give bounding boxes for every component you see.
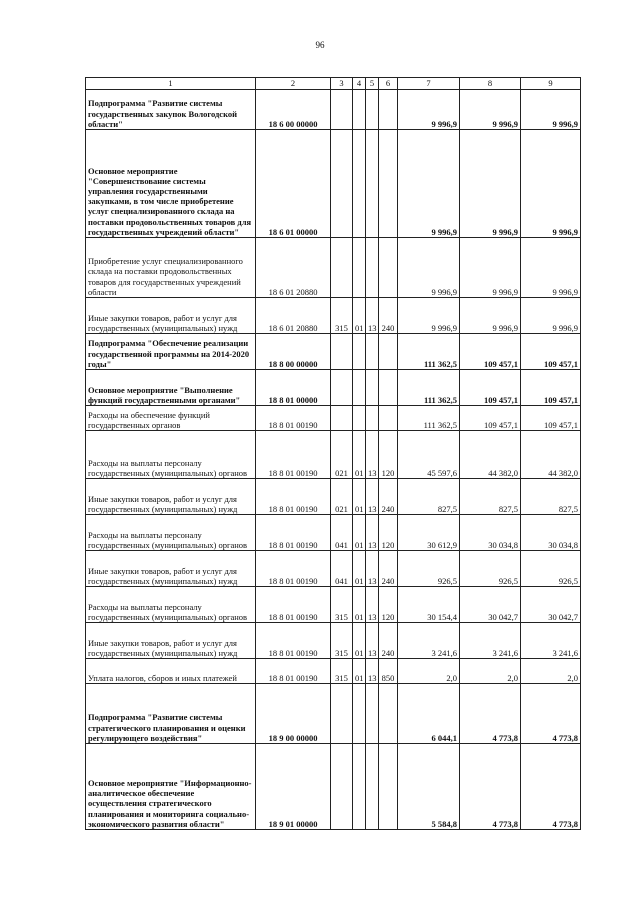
column-header-5: 5	[366, 78, 379, 90]
row-value-9: 109 457,1	[521, 370, 581, 406]
row-value-9: 9 996,9	[521, 130, 581, 238]
column-header-4: 4	[353, 78, 366, 90]
row-value-9: 4 773,8	[521, 744, 581, 830]
row-code: 18 8 01 00190	[256, 515, 331, 551]
row-value-7: 30 612,9	[398, 515, 460, 551]
row-value-9: 3 241,6	[521, 623, 581, 659]
row-value-8: 109 457,1	[460, 406, 521, 431]
budget-table	[85, 77, 581, 830]
row-col-3: 315	[331, 623, 353, 659]
page-number: 96	[315, 40, 325, 50]
row-col-4	[353, 684, 366, 744]
row-col-6	[379, 334, 398, 370]
row-col-4: 01	[353, 587, 366, 623]
row-value-9: 109 457,1	[521, 334, 581, 370]
row-col-3: 021	[331, 431, 353, 479]
row-value-8: 109 457,1	[460, 334, 521, 370]
row-value-9: 926,5	[521, 551, 581, 587]
row-col-5	[366, 130, 379, 238]
row-value-7: 827,5	[398, 479, 460, 515]
row-col-4	[353, 334, 366, 370]
row-col-5	[366, 370, 379, 406]
row-col-3	[331, 334, 353, 370]
column-header-2: 2	[256, 78, 331, 90]
row-col-6: 120	[379, 431, 398, 479]
row-col-5: 13	[366, 551, 379, 587]
row-col-3: 041	[331, 515, 353, 551]
row-name: Иные закупки товаров, работ и услуг для государственных (муниципальных) нужд	[86, 551, 256, 587]
row-col-6	[379, 684, 398, 744]
table-row	[86, 515, 581, 551]
row-value-8: 9 996,9	[460, 130, 521, 238]
table-row	[86, 238, 581, 298]
row-col-4: 01	[353, 431, 366, 479]
column-header-3: 3	[331, 78, 353, 90]
row-code: 18 8 01 00190	[256, 406, 331, 431]
row-value-9: 827,5	[521, 479, 581, 515]
row-col-5	[366, 406, 379, 431]
row-name: Основное мероприятие "Совершенствование системы управления государственными закупками, в том числе приобретение услуг специализированного склада на поставки продовольственных товаров для государственных учреждений области"	[86, 130, 256, 238]
row-code: 18 6 01 20880	[256, 238, 331, 298]
table-row	[86, 659, 581, 684]
row-col-6	[379, 370, 398, 406]
row-col-5: 13	[366, 298, 379, 334]
row-value-9: 30 042,7	[521, 587, 581, 623]
row-name: Приобретение услуг специализированного склада на поставки продовольственных товаров для государственных учреждений области	[86, 238, 256, 298]
row-value-8: 109 457,1	[460, 370, 521, 406]
row-col-5: 13	[366, 587, 379, 623]
row-col-3	[331, 130, 353, 238]
row-col-3	[331, 744, 353, 830]
row-col-6	[379, 406, 398, 431]
row-col-6	[379, 238, 398, 298]
table-body	[86, 90, 581, 830]
row-value-8: 4 773,8	[460, 684, 521, 744]
row-name: Иные закупки товаров, работ и услуг для государственных (муниципальных) нужд	[86, 623, 256, 659]
row-value-9: 30 034,8	[521, 515, 581, 551]
row-code: 18 8 00 00000	[256, 334, 331, 370]
row-code: 18 6 01 20880	[256, 298, 331, 334]
row-name: Подпрограмма "Развитие системы стратегического планирования и оценки регулирующего воздействия"	[86, 684, 256, 744]
row-value-9: 9 996,9	[521, 238, 581, 298]
row-code: 18 8 01 00190	[256, 659, 331, 684]
row-col-4: 01	[353, 298, 366, 334]
row-value-7: 9 996,9	[398, 298, 460, 334]
column-header-9: 9	[521, 78, 581, 90]
row-col-4	[353, 744, 366, 830]
row-col-5	[366, 238, 379, 298]
column-header-1: 1	[86, 78, 256, 90]
table-row	[86, 587, 581, 623]
row-value-7: 6 044,1	[398, 684, 460, 744]
row-value-7: 111 362,5	[398, 406, 460, 431]
table-row	[86, 370, 581, 406]
row-col-3	[331, 370, 353, 406]
row-col-4	[353, 238, 366, 298]
row-col-4: 01	[353, 623, 366, 659]
row-code: 18 8 01 00190	[256, 587, 331, 623]
row-col-3: 041	[331, 551, 353, 587]
row-value-8: 44 382,0	[460, 431, 521, 479]
column-header-8: 8	[460, 78, 521, 90]
row-col-6	[379, 744, 398, 830]
column-header-7: 7	[398, 78, 460, 90]
row-code: 18 9 00 00000	[256, 684, 331, 744]
row-value-7: 111 362,5	[398, 334, 460, 370]
row-value-9: 9 996,9	[521, 298, 581, 334]
row-col-5: 13	[366, 515, 379, 551]
row-name: Иные закупки товаров, работ и услуг для государственных (муниципальных) нужд	[86, 298, 256, 334]
row-col-4	[353, 370, 366, 406]
row-col-5: 13	[366, 431, 379, 479]
row-value-9: 2,0	[521, 659, 581, 684]
row-value-7: 45 597,6	[398, 431, 460, 479]
table-row	[86, 684, 581, 744]
row-col-6	[379, 90, 398, 130]
row-value-9: 44 382,0	[521, 431, 581, 479]
row-code: 18 8 01 00190	[256, 623, 331, 659]
table-header-row	[86, 78, 581, 90]
row-name: Уплата налогов, сборов и иных платежей	[86, 659, 256, 684]
row-value-8: 9 996,9	[460, 238, 521, 298]
row-col-5: 13	[366, 479, 379, 515]
row-col-6: 240	[379, 298, 398, 334]
row-code: 18 8 01 00000	[256, 370, 331, 406]
row-col-6: 120	[379, 515, 398, 551]
row-col-5	[366, 90, 379, 130]
row-code: 18 8 01 00190	[256, 431, 331, 479]
row-col-6: 240	[379, 551, 398, 587]
row-name: Подпрограмма "Обеспечение реализации государственной программы на 2014-2020 годы"	[86, 334, 256, 370]
row-col-4: 01	[353, 479, 366, 515]
row-col-3: 315	[331, 587, 353, 623]
row-code: 18 8 01 00190	[256, 479, 331, 515]
row-col-5: 13	[366, 659, 379, 684]
row-col-6: 240	[379, 479, 398, 515]
row-name: Расходы на выплаты персоналу государственных (муниципальных) органов	[86, 515, 256, 551]
row-col-6: 240	[379, 623, 398, 659]
row-col-3	[331, 684, 353, 744]
row-value-8: 2,0	[460, 659, 521, 684]
row-col-3	[331, 238, 353, 298]
row-code: 18 6 00 00000	[256, 90, 331, 130]
table-row	[86, 298, 581, 334]
row-value-8: 9 996,9	[460, 298, 521, 334]
table-row	[86, 431, 581, 479]
row-value-8: 926,5	[460, 551, 521, 587]
table-row	[86, 551, 581, 587]
table-row	[86, 479, 581, 515]
row-value-8: 3 241,6	[460, 623, 521, 659]
row-name: Расходы на выплаты персоналу государственных (муниципальных) органов	[86, 431, 256, 479]
row-value-7: 9 996,9	[398, 130, 460, 238]
row-col-3	[331, 406, 353, 431]
row-col-3	[331, 90, 353, 130]
row-col-3: 315	[331, 659, 353, 684]
table-row	[86, 90, 581, 130]
row-code: 18 6 01 00000	[256, 130, 331, 238]
row-col-5	[366, 684, 379, 744]
row-col-4	[353, 130, 366, 238]
table-row	[86, 334, 581, 370]
row-col-6	[379, 130, 398, 238]
row-value-7: 2,0	[398, 659, 460, 684]
row-col-3: 315	[331, 298, 353, 334]
row-value-8: 9 996,9	[460, 90, 521, 130]
column-header-6: 6	[379, 78, 398, 90]
row-col-4: 01	[353, 551, 366, 587]
row-value-7: 3 241,6	[398, 623, 460, 659]
row-value-8: 4 773,8	[460, 744, 521, 830]
table-row	[86, 406, 581, 431]
row-value-7: 9 996,9	[398, 90, 460, 130]
row-name: Основное мероприятие "Выполнение функций государственными органами"	[86, 370, 256, 406]
row-value-8: 30 042,7	[460, 587, 521, 623]
row-value-7: 5 584,8	[398, 744, 460, 830]
row-name: Подпрограмма "Развитие системы государственных закупок Вологодской области"	[86, 90, 256, 130]
row-col-5	[366, 334, 379, 370]
row-name: Иные закупки товаров, работ и услуг для государственных (муниципальных) нужд	[86, 479, 256, 515]
row-value-7: 926,5	[398, 551, 460, 587]
row-name: Расходы на выплаты персоналу государственных (муниципальных) органов	[86, 587, 256, 623]
row-name: Основное мероприятие "Информационно-аналитическое обеспечение осуществления стратегического планирования и мониторинга социально-экономического развития области"	[86, 744, 256, 830]
row-col-3: 021	[331, 479, 353, 515]
row-value-8: 827,5	[460, 479, 521, 515]
row-value-8: 30 034,8	[460, 515, 521, 551]
row-code: 18 9 01 00000	[256, 744, 331, 830]
row-value-7: 30 154,4	[398, 587, 460, 623]
row-value-9: 9 996,9	[521, 90, 581, 130]
row-value-7: 111 362,5	[398, 370, 460, 406]
table-row	[86, 623, 581, 659]
table-row	[86, 744, 581, 830]
row-col-5	[366, 744, 379, 830]
row-col-4: 01	[353, 659, 366, 684]
row-col-5: 13	[366, 623, 379, 659]
table-row	[86, 130, 581, 238]
row-name: Расходы на обеспечение функций государственных органов	[86, 406, 256, 431]
row-value-9: 109 457,1	[521, 406, 581, 431]
row-col-4	[353, 406, 366, 431]
row-col-6: 120	[379, 587, 398, 623]
row-col-4: 01	[353, 515, 366, 551]
row-code: 18 8 01 00190	[256, 551, 331, 587]
row-value-9: 4 773,8	[521, 684, 581, 744]
row-value-7: 9 996,9	[398, 238, 460, 298]
row-col-4	[353, 90, 366, 130]
row-col-6: 850	[379, 659, 398, 684]
